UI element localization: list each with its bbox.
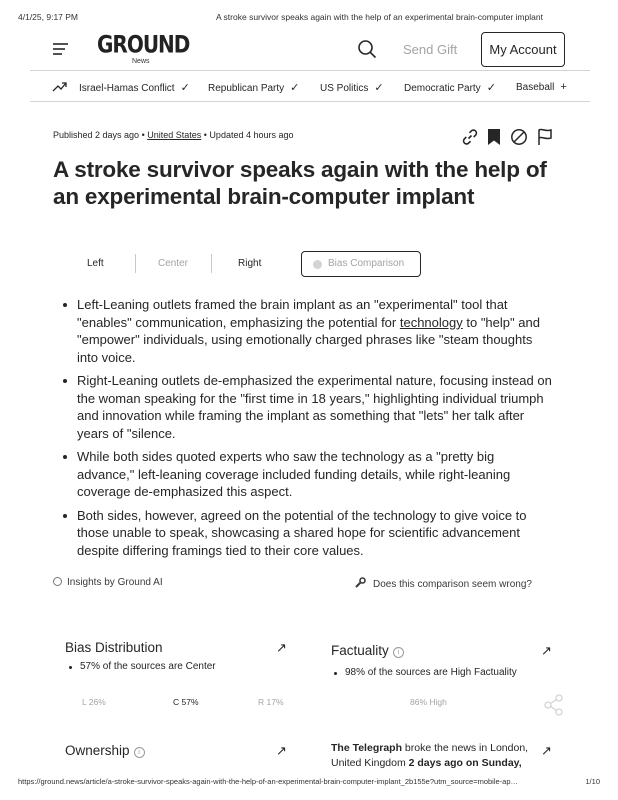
arrow-up-right-icon[interactable]: ↗ (276, 640, 287, 655)
source-name[interactable]: The Telegraph (331, 742, 402, 754)
technology-link[interactable]: technology (399, 314, 463, 330)
list-item: While both sides quoted experts who saw the technology as a "pretty big advance," left-leaning coverage included funding details, while right-leaning coverage de-emphasized this aspect. (62, 448, 552, 501)
print-date: 4/1/25, 9:17 PM (18, 12, 79, 22)
tab-left[interactable]: Left (87, 258, 104, 269)
ownership-title: Ownership i (65, 743, 145, 758)
bias-distribution-summary: 57% of the sources are Center (68, 661, 216, 672)
article-meta (53, 130, 294, 140)
print-page-number: 1/10 (585, 777, 600, 786)
menu-icon[interactable] (53, 42, 69, 56)
arrow-up-right-icon[interactable]: ↗ (541, 743, 552, 758)
share-icon[interactable] (544, 694, 564, 716)
wrench-icon (355, 577, 366, 588)
print-header (18, 12, 600, 26)
published-time: Published 2 days ago • (53, 130, 145, 140)
list-item: Right-Leaning outlets de-emphasized the experimental nature, focusing instead on the woman speaking for the "first time in 18 years," highlighting individual triumph and innovation while framing the implant as something that "lets" her talk after years of "silence. (62, 372, 552, 442)
logo-word: GROUND (97, 29, 190, 59)
info-icon (53, 577, 62, 586)
top-bar (53, 29, 565, 68)
tab-separator (211, 254, 212, 273)
bookmark-icon[interactable] (487, 128, 501, 146)
tag-democratic-party[interactable]: Democratic Party ✓ (404, 82, 496, 94)
ground-news-logo[interactable] (97, 29, 190, 68)
list-item: Left-Leaning outlets framed the brain implant as an "experimental" tool that "enables" communication, emphasizing the potential for technology to "help" and "empower" individuals, using emotionally charged phrases like "steam thoughts into voice. (62, 296, 552, 366)
factuality-high-percent: 86% High (410, 697, 447, 707)
logo-sub: News (132, 58, 150, 65)
bias-tabs (53, 251, 433, 278)
my-account-button[interactable]: My Account (481, 32, 565, 67)
arrow-up-right-icon[interactable]: ↗ (541, 643, 552, 658)
bias-center-percent: C 57% (173, 697, 199, 707)
info-icon[interactable]: i (134, 747, 145, 758)
block-icon[interactable] (510, 128, 528, 146)
print-doc-title: A stroke survivor speaks again with the help of an experimental brain-computer implant (216, 12, 543, 22)
article-headline: A stroke survivor speaks again with the help of an experimental brain-computer implant (53, 157, 547, 209)
bias-comparison-label: Bias Comparison (328, 258, 405, 269)
list-item: Both sides, however, agreed on the potential of the technology to give voice to those unable to speak, showcasing a shared hope for scientific advancement despite differing framings tied to their core values. (62, 507, 552, 560)
factuality-title: Factuality i (331, 643, 404, 658)
link-icon[interactable] (461, 128, 479, 146)
updated-time: • Updated 4 hours ago (203, 130, 294, 140)
search-icon[interactable] (357, 39, 377, 59)
arrow-up-right-icon[interactable]: ↗ (276, 743, 287, 758)
sparkle-icon (313, 260, 322, 269)
check-icon[interactable]: ✓ (374, 82, 384, 94)
bias-distribution-title: Bias Distribution (65, 640, 163, 655)
bias-right-percent: R 17% (258, 697, 284, 707)
tag-baseball[interactable]: Baseball + (516, 81, 567, 93)
check-icon[interactable]: ✓ (180, 82, 190, 94)
info-icon[interactable]: i (393, 647, 404, 658)
tag-israel-hamas[interactable]: Israel-Hamas Conflict ✓ (79, 82, 190, 94)
report-comparison-link[interactable]: Does this comparison seem wrong? (355, 577, 532, 590)
location-link[interactable]: United States (147, 130, 202, 140)
tab-right[interactable]: Right (238, 258, 262, 269)
print-footer-url: https://ground.news/article/a-stroke-survivor-speaks-again-with-the-help-of-an-experimental-brain-computer-implant_2b155e?utm_source=mobile-ap… (18, 777, 519, 786)
tab-center[interactable]: Center (158, 258, 189, 269)
topic-tags-bar (30, 70, 590, 102)
bias-comparison-button[interactable] (301, 251, 421, 277)
tag-republican-party[interactable]: Republican Party ✓ (208, 82, 300, 94)
trending-icon (52, 81, 68, 93)
send-gift-link[interactable]: Send Gift (403, 42, 458, 57)
add-icon[interactable]: + (560, 81, 567, 93)
flag-icon[interactable] (537, 128, 553, 146)
first-reported-by: The Telegraph broke the news in London, United Kingdom 2 days ago on Sunday, (331, 742, 529, 769)
bias-comparison-bullets (62, 296, 552, 565)
bias-left-percent: L 26% (82, 697, 106, 707)
insights-by-ground-ai: Insights by Ground AI (53, 577, 163, 588)
tab-separator (135, 254, 136, 273)
check-icon[interactable]: ✓ (486, 82, 496, 94)
tag-us-politics[interactable]: US Politics ✓ (320, 82, 384, 94)
check-icon[interactable]: ✓ (290, 82, 300, 94)
article-actions (461, 128, 555, 148)
factuality-summary: 98% of the sources are High Factuality (333, 667, 517, 678)
